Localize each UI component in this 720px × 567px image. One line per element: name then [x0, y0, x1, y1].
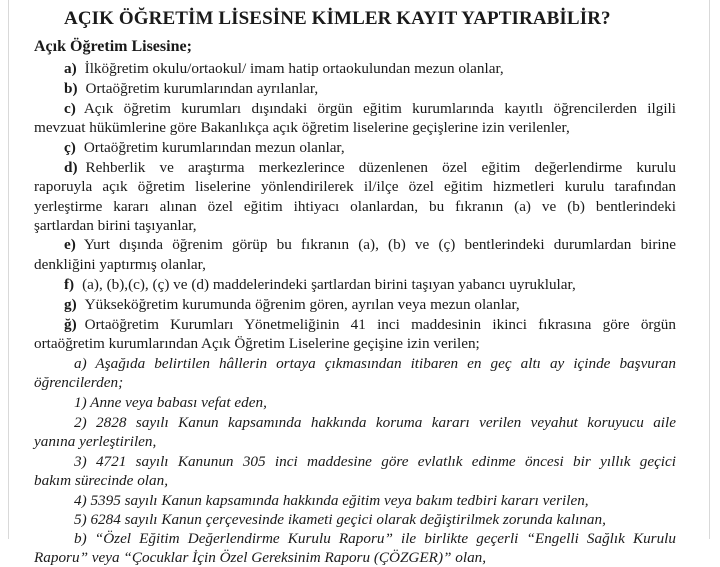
sub-item: [34, 511, 676, 529]
page-border-left: [8, 0, 9, 539]
sub-item: [34, 453, 676, 471]
sub-item-text: 5) 6284 sayılı Kanun çerçevesinde ikameti geçici olarak değiştirilmek zorunda kalınan,: [74, 511, 606, 528]
item-text: Açık öğretim kurumları dışındaki örgün eğitim kurumlarında kayıtlı öğrencilerden ilgili: [83, 100, 676, 117]
item-marker: e): [64, 236, 76, 253]
item-text: Ortaöğretim kurumlarından ayrılanlar,: [85, 80, 319, 97]
item-continuation: denkliğini yaptırmış olanlar,: [34, 256, 206, 273]
sub-item: [34, 414, 676, 432]
sub-item-continuation: bakım sürecinde olan,: [34, 472, 168, 489]
item-marker: g): [64, 296, 77, 313]
sub-item-text: a) Aşağıda belirtilen hâllerin ortaya çıkmasından itibaren en geç altı ay içinde başvuran: [74, 355, 676, 372]
list-item: [34, 159, 676, 177]
item-continuation: mevzuat hükümlerine göre Bakanlıkça açık öğretim liselerine geçişlerine izin verilenler,: [34, 119, 570, 136]
sub-item-continuation: yanına yerleştirilen,: [34, 433, 157, 450]
item-text: (a), (b),(c), (ç) ve (d) maddelerindeki şartlardan birini taşıyan yabancı uyruklular,: [82, 276, 576, 293]
sub-item-text: 4) 5395 sayılı Kanun kapsamında hakkında eğitim veya bakım tedbiri kararı verilen,: [74, 492, 589, 509]
item-marker: c): [64, 100, 76, 117]
item-continuation: yerleştirme kararı alınan özel eğitim ihtiyacı olanlardan, bu fıkranın (a) ve (b) bentlerindeki: [34, 198, 676, 215]
item-text: Yurt dışında öğrenim görüp bu fıkranın (a), (b) ve (ç) bentlerindeki durumlardan birine: [83, 236, 676, 253]
sub-item-text: 1) Anne veya babası vefat eden,: [74, 394, 267, 411]
list-item: [34, 236, 676, 254]
sub-item: [34, 394, 676, 412]
sub-item: [34, 492, 676, 510]
sub-item-continuation: öğrencilerden;: [34, 374, 124, 391]
sub-item: [34, 355, 676, 373]
item-marker: ç): [64, 139, 76, 156]
item-continuation: ortaöğretim kurumlarından Açık Öğretim Liselerine geçişine izin verilen;: [34, 335, 480, 352]
section-heading: Açık Öğretim Lisesine;: [34, 38, 192, 55]
list-item: [34, 296, 676, 314]
list-item: [34, 276, 676, 294]
sub-item-text: b) “Özel Eğitim Değerlendirme Kurulu Raporu” ile birlikte geçerli “Engelli Sağlık Kurulu: [74, 530, 676, 547]
list-item: [34, 316, 676, 334]
sub-item-text: 3) 4721 sayılı Kanunun 305 inci maddesine göre evlatlık edinme öncesi bir yıllık geçici: [74, 453, 676, 470]
item-text: Ortaöğretim kurumlarından mezun olanlar,: [83, 139, 345, 156]
sub-item-text: 2) 2828 sayılı Kanun kapsamında hakkında koruma kararı verilen veyahut koruyucu aile: [74, 414, 676, 431]
item-continuation: raporuyla açık öğretim liselerine yönlendirilerek il/ilçe özel eğitim hizmetleri kurulu tarafından: [34, 178, 676, 195]
item-marker: d): [64, 159, 78, 176]
item-marker: ğ): [64, 316, 77, 333]
item-continuation: şartlardan birini taşıyanlar,: [34, 217, 197, 234]
list-item: [34, 139, 676, 157]
item-marker: a): [64, 60, 77, 77]
list-item: [34, 60, 676, 78]
document-title: AÇIK ÖĞRETİM LİSESİNE KİMLER KAYIT YAPTIRABİLİR?: [64, 8, 611, 29]
item-text: Yükseköğretim kurumunda öğrenim gören, ayrılan veya mezun olanlar,: [84, 296, 520, 313]
sub-item: [34, 530, 676, 548]
page-border-right: [709, 0, 710, 539]
list-item: [34, 100, 676, 118]
item-marker: f): [64, 276, 75, 293]
list-item: [34, 80, 676, 98]
item-text: Ortaöğretim Kurumları Yönetmeliğinin 41 inci maddesinin ikinci fıkrasına göre örgün: [84, 316, 676, 333]
sub-item-continuation: Raporu” veya “Çocuklar İçin Özel Gereksinim Raporu (ÇÖZGER)” olan,: [34, 549, 487, 566]
item-text: Rehberlik ve araştırma merkezlerince düzenlenen özel eğitim değerlendirme kurulu: [85, 159, 676, 176]
item-text: İlköğretim okulu/ortaokul/ imam hatip ortaokulundan mezun olanlar,: [84, 60, 504, 77]
item-marker: b): [64, 80, 78, 97]
